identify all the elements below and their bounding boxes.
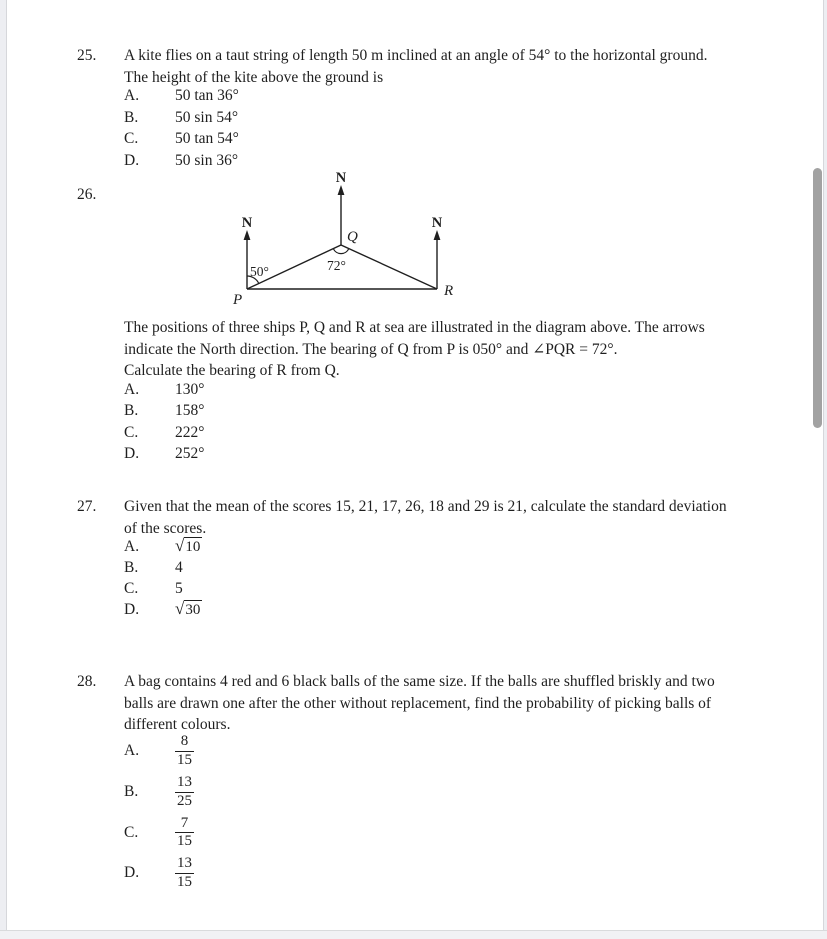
north-arrowhead-icon [244, 230, 251, 240]
option-value: 158° [175, 402, 205, 420]
option-letter: D. [124, 601, 140, 618]
option-letter: B. [124, 559, 139, 576]
option-letter: A. [124, 538, 140, 555]
angle-arc-q [333, 249, 349, 254]
option-row [124, 599, 202, 620]
option-letter: C. [124, 423, 139, 441]
question-26-text [124, 317, 705, 382]
option-row [124, 128, 239, 150]
option-value [175, 599, 202, 620]
vertex-label-q: Q [347, 229, 358, 245]
option-letter: B. [124, 402, 139, 420]
question-text-line: Calculate the bearing of R from Q. [124, 362, 340, 379]
option-row [124, 578, 202, 599]
question-25-number: 25. [77, 47, 97, 64]
radicand: 30 [185, 602, 201, 618]
question-27-number: 27. [77, 498, 97, 515]
question-27-options [124, 536, 202, 620]
option-letter: C. [124, 130, 139, 147]
option-row [124, 400, 204, 421]
option-row [124, 812, 194, 853]
angle-label-72: 72° [327, 258, 346, 273]
radical-icon: √ [175, 536, 185, 555]
radicand: 10 [185, 539, 201, 555]
option-letter: B. [124, 783, 139, 801]
option-letter: C. [124, 580, 139, 597]
question-25-text [124, 45, 707, 88]
fraction-denominator: 25 [177, 792, 192, 809]
option-row [124, 731, 194, 772]
question-text-line: different colours. [124, 716, 231, 733]
north-label: N [335, 170, 347, 186]
fraction-numerator: 13 [177, 774, 192, 791]
option-value: 50 tan 54° [175, 130, 239, 147]
option-letter: D. [124, 445, 140, 463]
option-letter: A. [124, 87, 140, 104]
option-value: 4 [175, 559, 183, 576]
option-row [124, 85, 239, 107]
option-letter: D. [124, 151, 140, 169]
vertex-label-p: P [233, 292, 243, 308]
viewer-left-edge [0, 0, 7, 939]
option-value-fraction [175, 733, 194, 769]
fraction-numerator: 13 [177, 855, 192, 872]
line-qr [341, 245, 437, 289]
bearing-diagram [218, 158, 483, 318]
question-26-options [124, 379, 204, 465]
option-row [124, 379, 204, 400]
fraction-numerator: 8 [180, 733, 189, 750]
option-value: 5 [175, 580, 183, 597]
option-row [124, 772, 194, 813]
option-row [124, 443, 204, 464]
north-arrowhead-icon [434, 230, 441, 240]
option-value [175, 536, 202, 557]
option-value: 222° [175, 423, 205, 441]
question-text-line: A bag contains 4 red and 6 black balls of the same size. If the balls are shuffled briskly and two [124, 673, 715, 690]
option-row [124, 422, 204, 443]
option-value: 252° [175, 445, 205, 463]
question-28-number: 28. [77, 673, 97, 690]
fraction-denominator: 15 [177, 873, 192, 890]
viewer-bottom-edge [0, 930, 827, 939]
fraction-denominator: 15 [177, 833, 192, 850]
option-value-fraction [175, 774, 194, 810]
viewer-right-edge [823, 0, 827, 939]
option-row [124, 536, 202, 557]
option-value: 50 tan 36° [175, 87, 239, 104]
question-text-line: indicate the North direction. The bearing of Q from P is 050° and ∠PQR = 72°. [124, 340, 618, 358]
question-text-line: A kite flies on a taut string of length 50 m inclined at an angle of 54° to the horizontal ground. [124, 47, 708, 64]
option-letter: B. [124, 108, 139, 126]
option-value: 130° [175, 381, 205, 398]
question-text-line: balls are drawn one after the other without replacement, find the probability of picking balls of [124, 694, 712, 712]
option-row [124, 557, 202, 578]
angle-label-50: 50° [250, 264, 269, 279]
question-27-text [124, 496, 727, 539]
vertex-label-r: R [444, 283, 454, 299]
fraction-numerator: 7 [180, 814, 189, 831]
question-text-line: of the scores. [124, 519, 207, 537]
option-value-fraction [175, 815, 194, 851]
option-letter: C. [124, 823, 139, 841]
radical-icon: √ [175, 599, 185, 618]
north-label: N [241, 215, 253, 231]
question-text-line: Given that the mean of the scores 15, 21, 17, 26, 18 and 29 is 21, calculate the standard deviation [124, 498, 727, 515]
question-28-text [124, 671, 715, 736]
question-26-number: 26. [77, 186, 97, 203]
option-value: 50 sin 36° [175, 151, 239, 169]
scrollbar-thumb[interactable] [813, 168, 822, 428]
option-letter: D. [124, 864, 140, 882]
option-letter: A. [124, 381, 140, 398]
north-arrowhead-icon [338, 185, 345, 195]
north-label: N [431, 215, 443, 231]
fraction-denominator: 15 [177, 751, 192, 768]
option-letter: A. [124, 742, 140, 760]
question-text-line: The positions of three ships P, Q and R at sea are illustrated in the diagram above. The arrows [124, 319, 705, 336]
option-row [124, 107, 239, 129]
question-text-line: The height of the kite above the ground is [124, 68, 384, 86]
question-28-options [124, 731, 194, 894]
option-value-fraction [175, 855, 194, 891]
option-row [124, 853, 194, 894]
option-value: 50 sin 54° [175, 108, 239, 126]
